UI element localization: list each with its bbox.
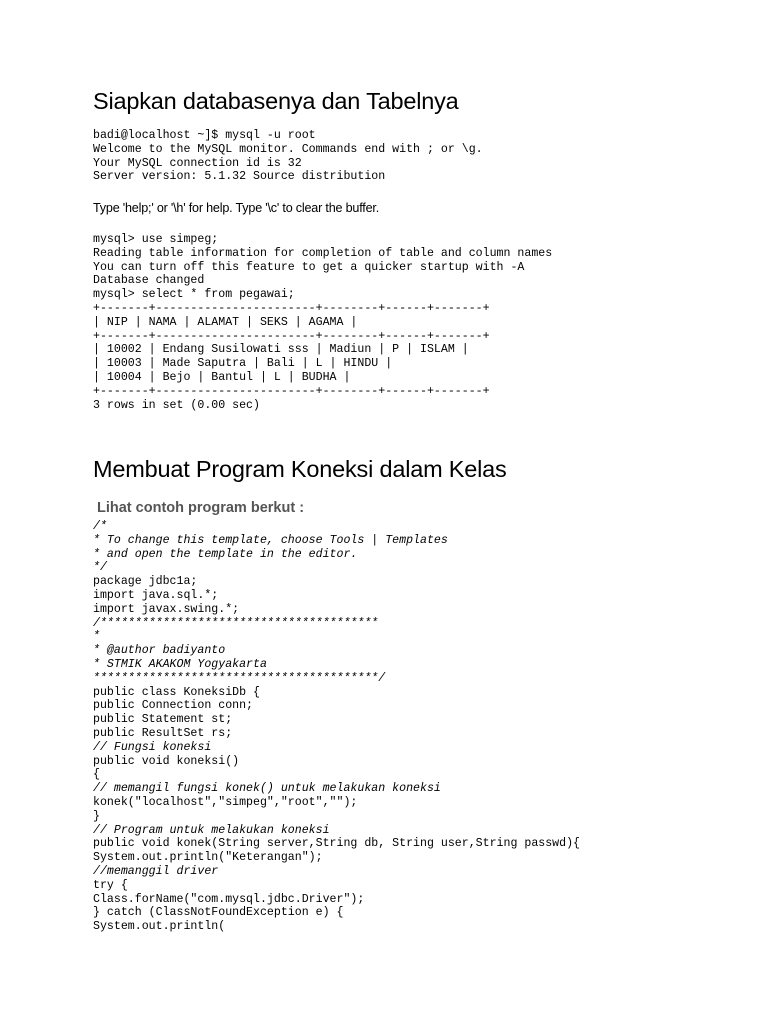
code-line: /**************************************** — [93, 616, 379, 630]
code-line: // Fungsi koneksi — [93, 740, 212, 754]
code-line: /* — [93, 520, 107, 533]
terminal-line: Your MySQL connection id is 32 — [93, 156, 302, 170]
code-line: public class KoneksiDb { — [93, 685, 260, 699]
terminal-line: Database changed — [93, 274, 205, 288]
terminal-output-query — [93, 233, 552, 412]
section-title-connection-class: Membuat Program Koneksi dalam Kelas — [93, 456, 507, 482]
code-line: * and open the template in the editor. — [93, 547, 358, 561]
code-line: Class.forName("com.mysql.jdbc.Driver"); — [93, 892, 365, 906]
code-line: System.out.println( — [93, 920, 226, 934]
code-line: { — [93, 768, 100, 782]
code-line: */ — [93, 561, 107, 575]
section-title-database: Siapkan databasenya dan Tabelnya — [93, 88, 459, 114]
section-subtitle: Lihat contoh program berkut : — [97, 500, 305, 516]
terminal-line: +-------+-----------------------+--------+------+-------+ — [93, 301, 490, 315]
terminal-output-login — [93, 129, 483, 184]
terminal-line: Welcome to the MySQL monitor. Commands end with ; or \g. — [93, 142, 483, 156]
code-line: * To change this template, choose Tools | Templates — [93, 533, 448, 547]
code-line: public Connection conn; — [93, 699, 254, 713]
code-line: * @author badiyanto — [93, 644, 226, 658]
code-line: konek("localhost","simpeg","root",""); — [93, 795, 358, 809]
code-line: *****************************************/ — [93, 671, 386, 685]
code-line: public Statement st; — [93, 713, 233, 727]
terminal-line: | 10002 | Endang Susilowati sss | Madiun | P | ISLAM | — [93, 343, 469, 357]
terminal-line: +-------+-----------------------+--------+------+-------+ — [93, 329, 490, 343]
help-text: Type 'help;' or '\h' for help. Type '\c' to clear the buffer. — [93, 201, 379, 215]
code-line: } catch (ClassNotFoundException e) { — [93, 906, 344, 920]
terminal-line: | 10004 | Bejo | Bantul | L | BUDHA | — [93, 370, 351, 384]
code-line: package jdbc1a; — [93, 575, 198, 589]
terminal-line: Reading table information for completion of table and column names — [93, 246, 553, 260]
code-line: public ResultSet rs; — [93, 726, 233, 740]
code-line: // memangil fungsi konek() untuk melakukan koneksi — [93, 782, 441, 796]
code-line: public void konek(String server,String db, String user,String passwd){ — [93, 837, 581, 851]
code-line: public void koneksi() — [93, 754, 240, 768]
terminal-line: mysql> use simpeg; — [93, 233, 219, 246]
terminal-line: | 10003 | Made Saputra | Bali | L | HINDU | — [93, 357, 393, 371]
code-line: * STMIK AKAKOM Yogyakarta — [93, 657, 267, 671]
terminal-line: You can turn off this feature to get a quicker startup with -A — [93, 260, 525, 274]
code-line: import javax.swing.*; — [93, 602, 240, 616]
code-line: import java.sql.*; — [93, 588, 219, 602]
code-line: } — [93, 809, 100, 823]
terminal-line: 3 rows in set (0.00 sec) — [93, 398, 260, 412]
terminal-line: +-------+-----------------------+--------+------+-------+ — [93, 384, 490, 398]
terminal-line: | NIP | NAMA | ALAMAT | SEKS | AGAMA | — [93, 315, 358, 329]
code-line: System.out.println("Keterangan"); — [93, 851, 323, 865]
code-line: try { — [93, 878, 128, 892]
java-code-block — [93, 520, 580, 934]
code-line: //memanggil driver — [93, 864, 219, 878]
terminal-line: Server version: 5.1.32 Source distribution — [93, 170, 386, 184]
code-line: * — [93, 630, 100, 644]
terminal-line: mysql> select * from pegawai; — [93, 288, 295, 302]
code-line: // Program untuk melakukan koneksi — [93, 823, 330, 837]
terminal-line: badi@localhost ~]$ mysql -u root — [93, 129, 316, 142]
